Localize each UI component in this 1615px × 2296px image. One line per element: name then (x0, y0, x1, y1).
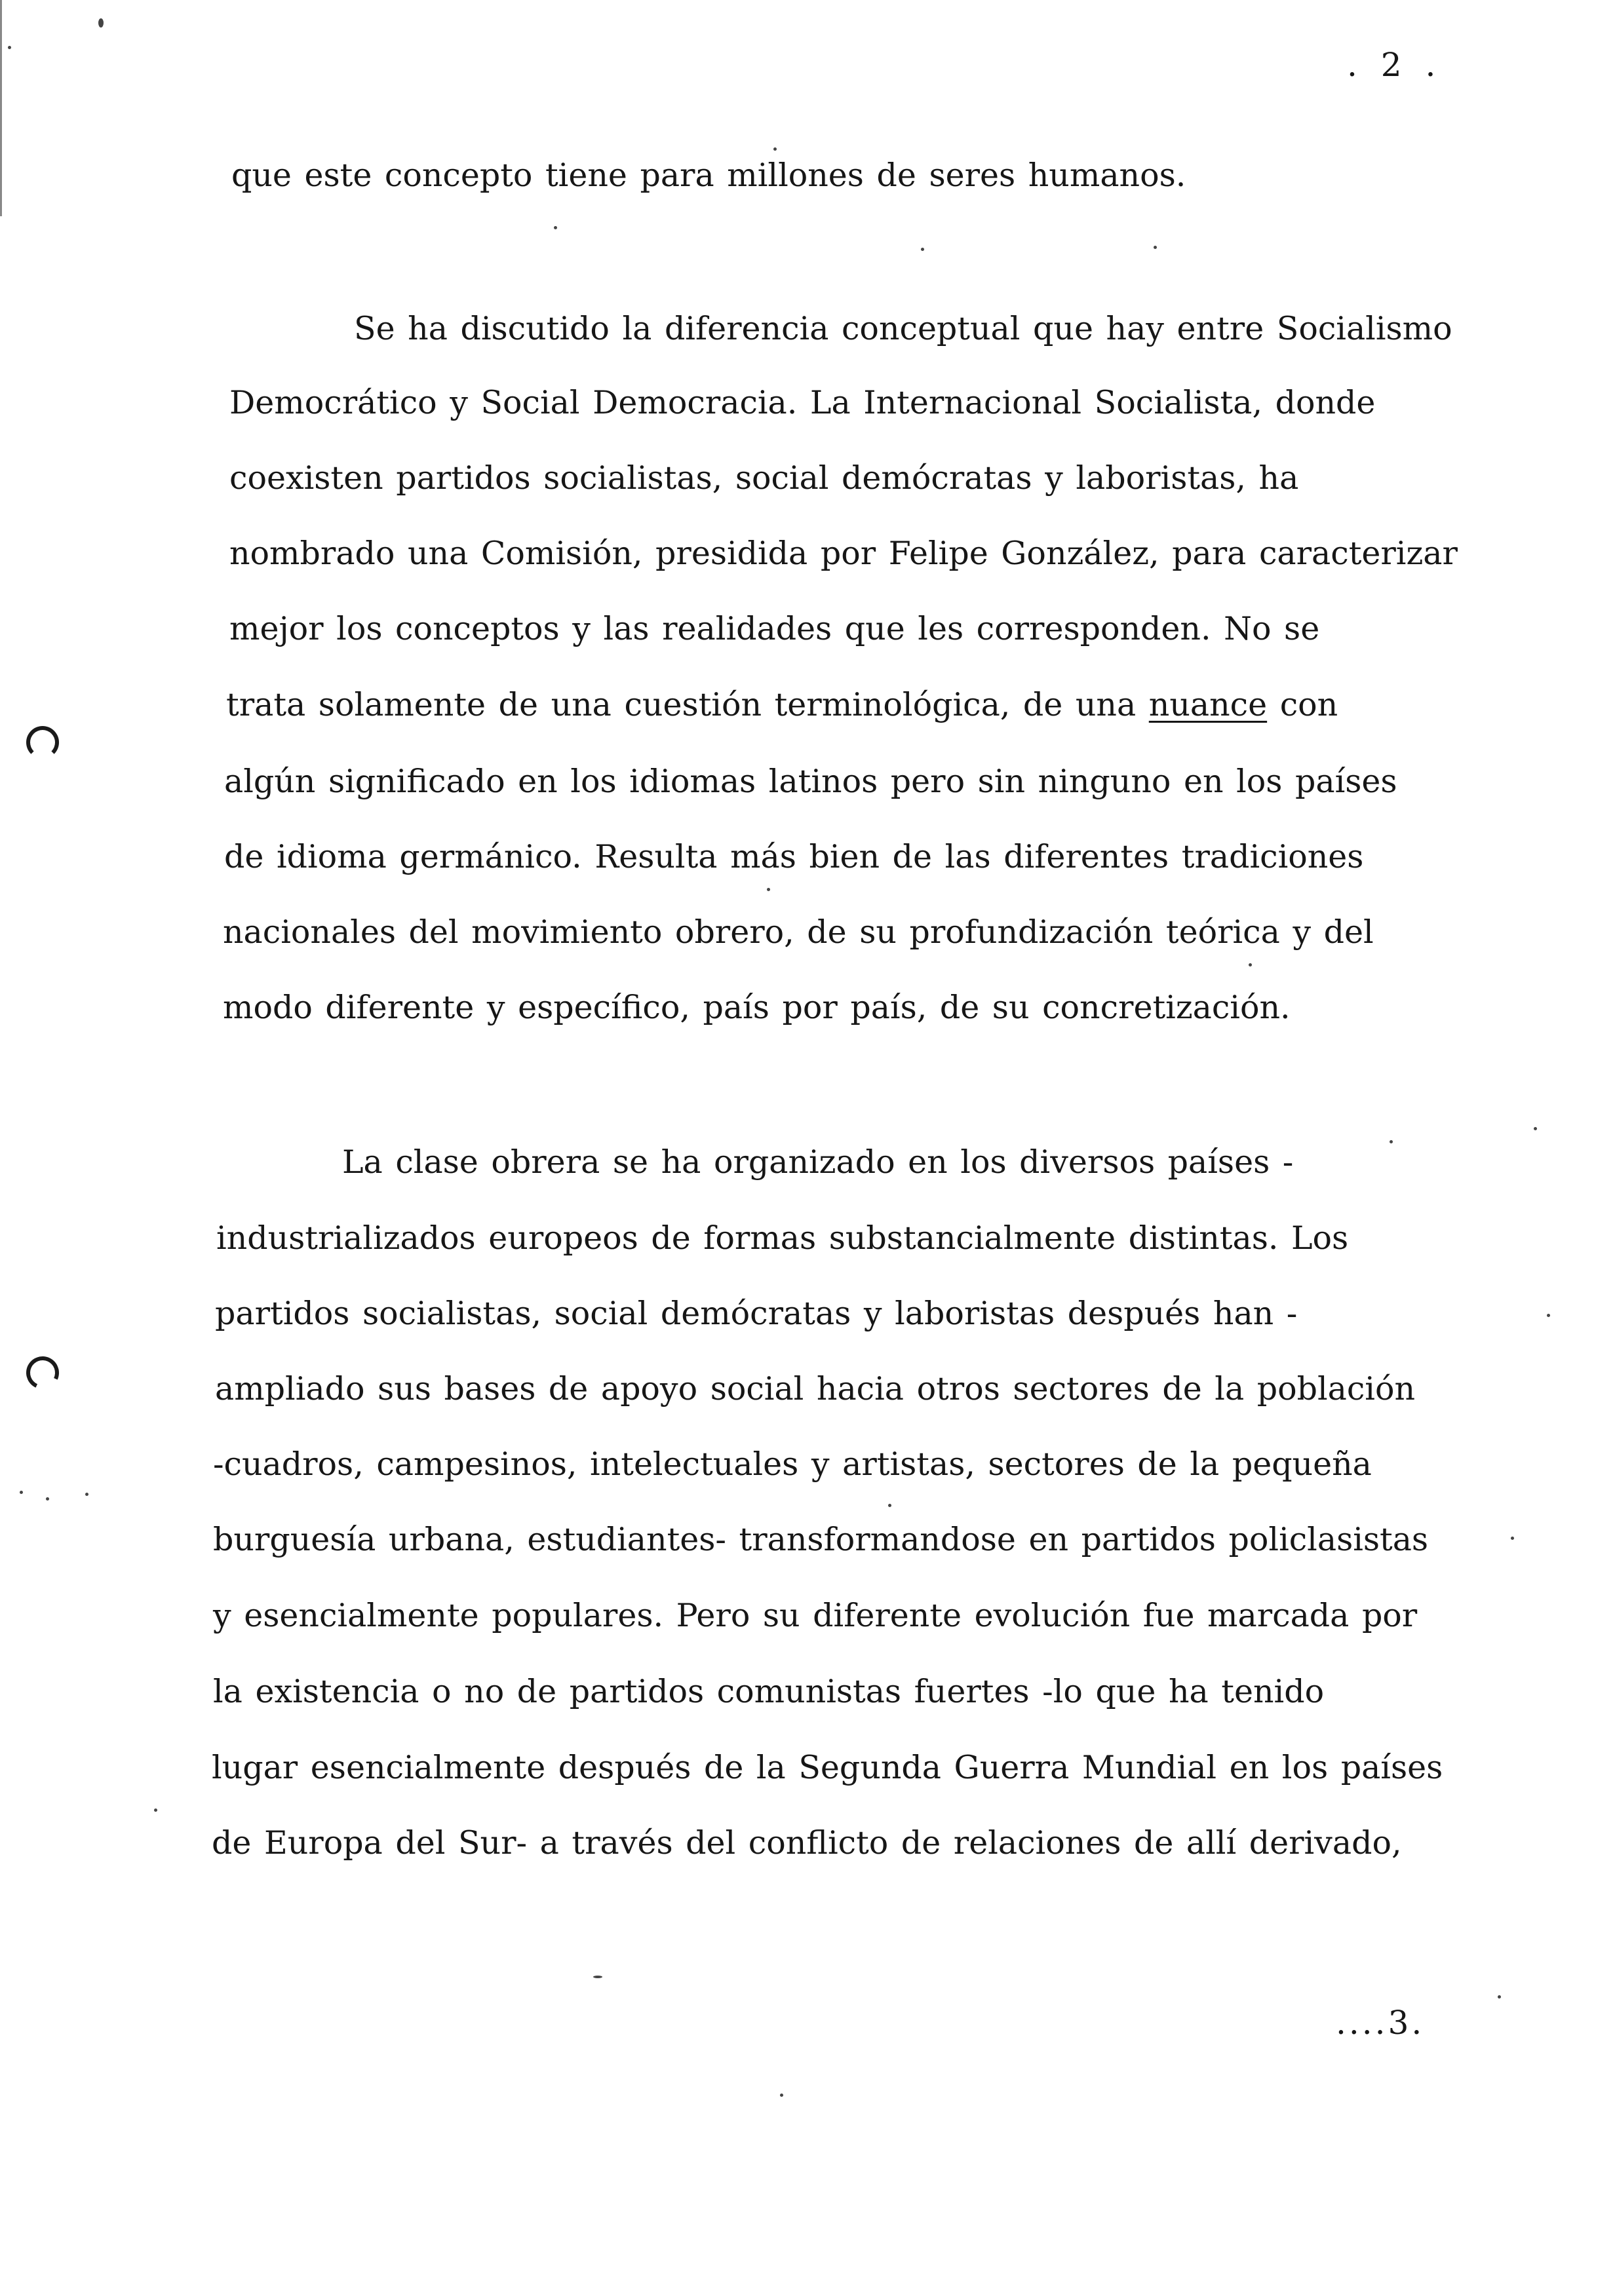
text-line: lugar esencialmente después de la Segunda Guerra Mundial en los países (212, 1749, 1443, 1786)
speck (921, 248, 924, 251)
speck (773, 147, 777, 151)
text-line: Democrático y Social Democracia. La Internacional Socialista, donde (229, 384, 1376, 421)
speck (593, 1976, 602, 1978)
punch-hole-icon (26, 726, 59, 759)
text-line: y esencialmente populares. Pero su diferente evolución fue marcada por (213, 1597, 1418, 1634)
underlined-word: nuance (1148, 686, 1268, 723)
text-line: la existencia o no de partidos comunistas fuertes -lo que ha tenido (213, 1673, 1325, 1710)
punch-hole-icon (22, 1352, 64, 1394)
speck (8, 46, 11, 49)
speck (1390, 1140, 1393, 1143)
speck (1249, 963, 1252, 966)
speck (1547, 1314, 1550, 1317)
text-segment: con (1267, 686, 1338, 723)
text-line: ampliado sus bases de apoyo social hacia otros sectores de la población (215, 1370, 1416, 1407)
text-line: -cuadros, campesinos, intelectuales y artistas, sectores de la pequeña (213, 1445, 1372, 1483)
text-line: modo diferente y específico, país por país, de su concretización. (223, 989, 1291, 1026)
speck (154, 1808, 157, 1812)
text-line: que este concepto tiene para millones de seres humanos. (231, 157, 1186, 194)
speck (20, 1491, 23, 1494)
page-number: . 2 . (1347, 46, 1443, 84)
speck (1511, 1537, 1514, 1540)
speck (780, 2094, 783, 2097)
text-line: nacionales del movimiento obrero, de su profundización teórica y del (223, 913, 1374, 951)
speck (98, 18, 104, 28)
text-line: mejor los conceptos y las realidades que les corresponden. No se (229, 610, 1320, 647)
text-line: de Europa del Sur- a través del conflicto de relaciones de allí derivado, (212, 1824, 1402, 1862)
speck (1498, 1995, 1501, 1999)
text-line (226, 685, 1338, 725)
text-line: industrializados europeos de formas substancialmente distintas. Los (216, 1219, 1349, 1257)
text-line: Se ha discutido la diferencia conceptual que hay entre Socialismo (354, 310, 1452, 347)
speck (888, 1504, 891, 1507)
speck (767, 888, 770, 891)
text-line: La clase obrera se ha organizado en los diversos países - (342, 1143, 1294, 1181)
text-line: nombrado una Comisión, presidida por Felipe González, para caracterizar (229, 535, 1458, 572)
text-line: partidos socialistas, social demócratas y laboristas después han - (215, 1295, 1298, 1332)
speck (85, 1493, 88, 1496)
speck (46, 1497, 49, 1501)
speck (1534, 1127, 1537, 1130)
continuation-marker: ....3. (1336, 2004, 1425, 2042)
text-line: algún significado en los idiomas latinos pero sin ninguno en los países (224, 763, 1397, 800)
speck (1154, 246, 1157, 249)
text-line: coexisten partidos socialistas, social demócratas y laboristas, ha (229, 459, 1299, 497)
text-line: burguesía urbana, estudiantes- transformandose en partidos policlasistas (213, 1521, 1429, 1558)
text-segment: trata solamente de una cuestión terminológica, de una (226, 686, 1149, 723)
page-edge-shadow (0, 0, 2, 216)
text-line: de idioma germánico. Resulta más bien de las diferentes tradiciones (224, 838, 1364, 875)
speck (554, 226, 557, 229)
